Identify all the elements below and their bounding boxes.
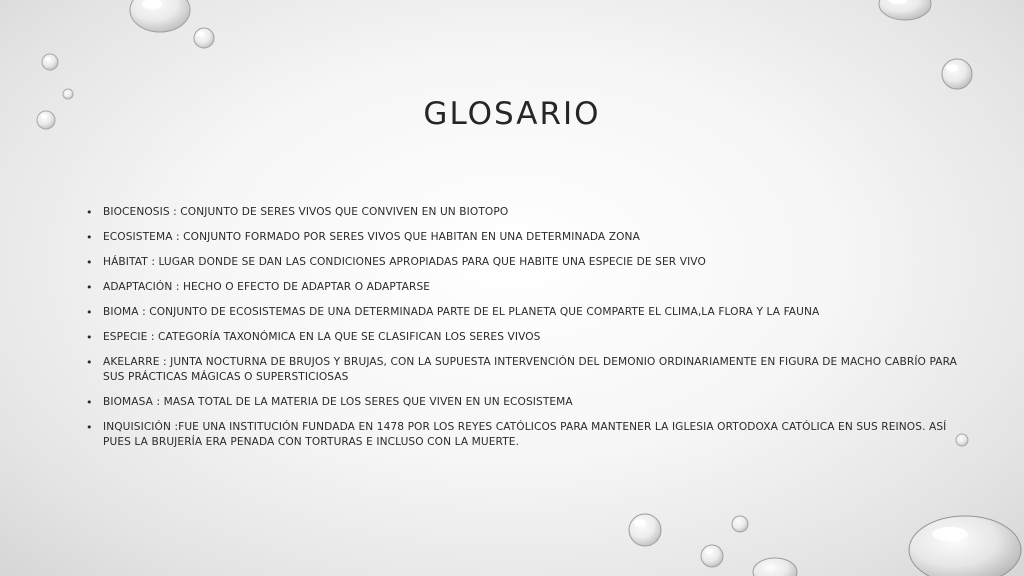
glossary-entry-akelarre: AKELARRE : JUNTA NOCTURNA DE BRUJOS Y BRUJAS, CON LA SUPUESTA INTERVENCIÓN DEL DEMONIO ORDINARIAMENTE EN FIGURA DE MACHO CABRÍO PARA SUS PRÁCTICAS MÁGICAS O SUPERSTICIOSAS: [103, 356, 957, 383]
glossary-entry-biomasa: BIOMASA : MASA TOTAL DE LA MATERIA DE LOS SERES QUE VIVEN EN UN ECOSISTEMA: [103, 396, 573, 408]
bullet-icon: •: [86, 396, 93, 409]
bullet-icon: •: [86, 256, 93, 269]
bullet-icon: •: [86, 421, 93, 434]
glossary-entry-biocenosis: BIOCENOSIS : CONJUNTO DE SERES VIVOS QUE CONVIVEN EN UN BIOTOPO: [103, 206, 509, 218]
water-drop-icon: [701, 545, 723, 567]
water-drop-icon: [42, 54, 58, 70]
list-item: [86, 330, 966, 345]
bullet-icon: •: [86, 231, 93, 244]
water-drop-icon: [942, 59, 972, 89]
list-item: [86, 395, 966, 410]
glossary-entry-bioma: BIOMA : CONJUNTO DE ECOSISTEMAS DE UNA DETERMINADA PARTE DE EL PLANETA QUE COMPARTE EL CLIMA,LA FLORA Y LA FAUNA: [103, 306, 820, 318]
water-drop-icon: [879, 0, 931, 20]
glossary-entry-inquisicion: INQUISICIÓN :FUE UNA INSTITUCIÓN FUNDADA EN 1478 POR LOS REYES CATÓLICOS PARA MANTENER LA IGLESIA ORTODOXA CATÓLICA EN SUS REINOS. ASÍ PUES LA BRUJERÍA ERA PENADA CON TORTURAS E INCLUSO CON LA MUERTE.: [103, 421, 947, 448]
list-item: [86, 280, 966, 295]
slide-title: GLOSARIO: [423, 96, 601, 132]
glossary-list: [86, 205, 966, 460]
water-drop-icon: [130, 0, 190, 32]
bullet-icon: •: [86, 356, 93, 369]
water-drop-icon: [194, 28, 214, 48]
glossary-entry-adaptacion: ADAPTACIÓN : HECHO O EFECTO DE ADAPTAR O ADAPTARSE: [103, 281, 431, 293]
list-item: [86, 420, 966, 450]
list-item: [86, 230, 966, 245]
list-item: [86, 205, 966, 220]
glossary-entry-especie: ESPECIE : CATEGORÍA TAXONÓMICA EN LA QUE SE CLASIFICAN LOS SERES VIVOS: [103, 331, 541, 343]
list-item: [86, 305, 966, 320]
water-drop-icon: [909, 516, 1021, 576]
glossary-entry-habitat: HÁBITAT : LUGAR DONDE SE DAN LAS CONDICIONES APROPIADAS PARA QUE HABITE UNA ESPECIE DE SER VIVO: [103, 256, 706, 268]
glossary-entry-ecosistema: ECOSISTEMA : CONJUNTO FORMADO POR SERES VIVOS QUE HABITAN EN UNA DETERMINADA ZONA: [103, 231, 640, 243]
water-drop-icon: [753, 558, 797, 576]
list-item: [86, 355, 966, 385]
bullet-icon: •: [86, 306, 93, 319]
list-item: [86, 255, 966, 270]
bullet-icon: •: [86, 206, 93, 219]
bullet-icon: •: [86, 331, 93, 344]
water-drop-icon: [732, 516, 748, 532]
water-drop-icon: [629, 514, 661, 546]
bullet-icon: •: [86, 281, 93, 294]
